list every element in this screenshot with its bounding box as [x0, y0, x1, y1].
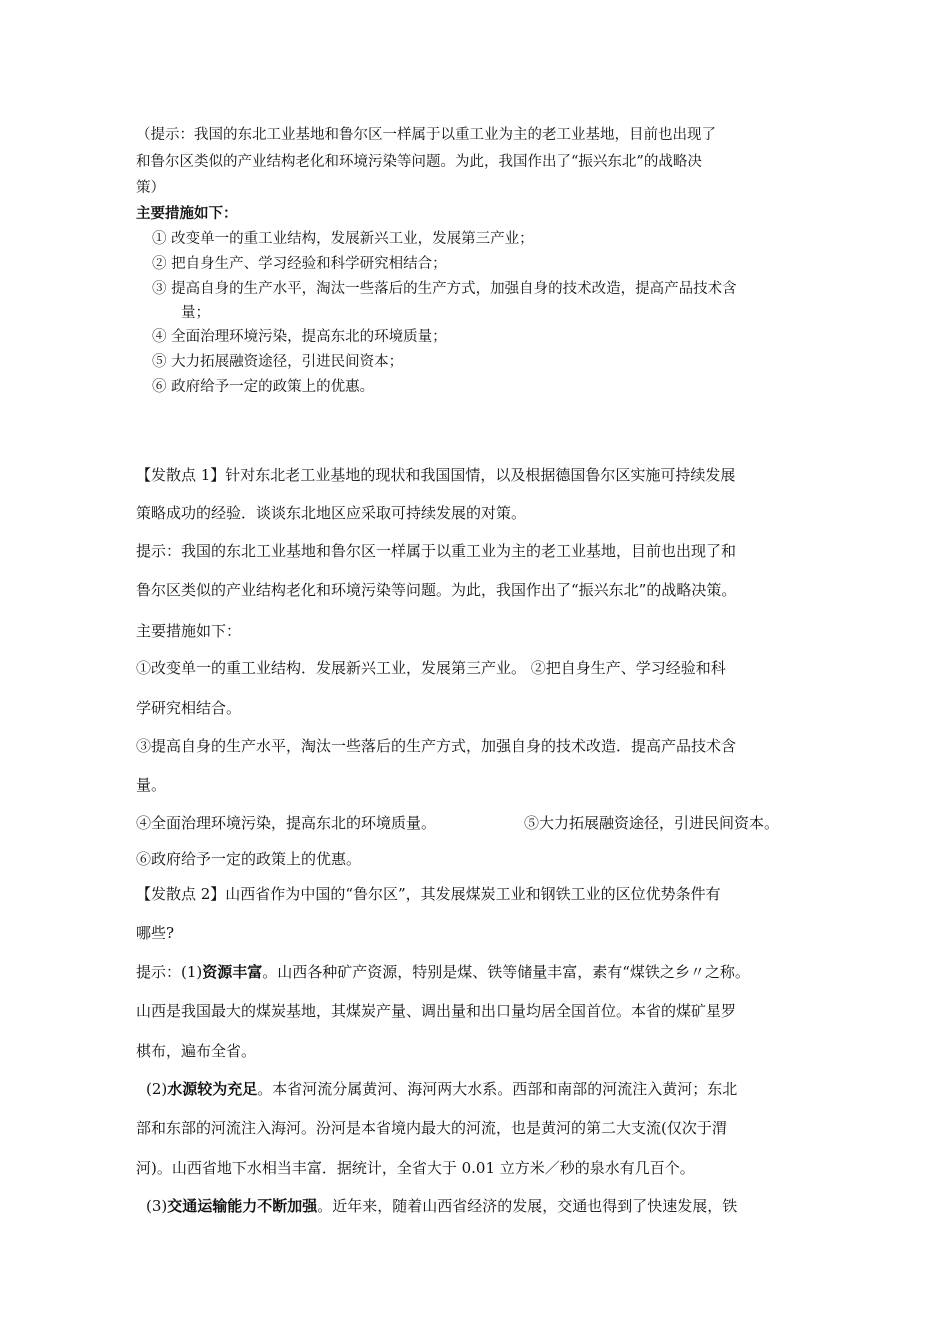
paragraph-line: 哪些?: [136, 924, 175, 942]
measure-item: ③ 提高自身的生产水平，淘汰一些落后的生产方式，加强自身的技术改造，提高产品技术含: [152, 281, 737, 297]
text-run: (3): [146, 1197, 168, 1215]
measure-item: ④ 全面治理环境污染，提高东北的环境质量；: [152, 329, 447, 345]
paragraph-line: [146, 1195, 737, 1217]
point2-heading: 【发散点 2】山西省作为中国的“鲁尔区”，其发展煤炭工业和钢铁工业的区位优势条件有: [136, 885, 721, 903]
paragraph-line: 鲁尔区类似的产业结构老化和环境污染等问题。为此，我国作出了“振兴东北”的战略决策。: [136, 581, 737, 599]
paragraph-line: 量。: [136, 776, 167, 794]
paragraph-line: [136, 961, 750, 983]
measure-item: ① 改变单一的重工业结构，发展新兴工业，发展第三产业；: [152, 231, 534, 247]
hint-line: 策）: [136, 180, 165, 196]
text-run: 提示：(1): [136, 963, 203, 981]
hint-line: （提示：我国的东北工业基地和鲁尔区一样属于以重工业为主的老工业基地，目前也出现了: [136, 127, 716, 143]
text-run: 。本省河流分属黄河、海河两大水系。西部和南部的河流注入黄河；东北: [257, 1080, 738, 1098]
text-run: (2): [146, 1080, 168, 1098]
paragraph-line: 提示：我国的东北工业基地和鲁尔区一样属于以重工业为主的老工业基地，目前也出现了和: [136, 542, 737, 560]
keyword: 交通运输能力不断加强: [167, 1197, 318, 1215]
paragraph-line: ④全面治理环境污染，提高东北的环境质量。: [136, 814, 437, 832]
paragraph-line: ①改变单一的重工业结构．发展新兴工业，发展第三产业。 ②把自身生产、学习经验和科: [136, 659, 726, 677]
text-run: 。山西各种矿产资源，特别是煤、铁等储量丰富，素有“煤铁之乡〃之称。: [262, 963, 750, 981]
paragraph-line: 部和东部的河流注入海河。汾河是本省境内最大的河流，也是黄河的第二大支流(仅次于渭: [136, 1119, 727, 1137]
paragraph-line: 主要措施如下：: [136, 622, 242, 640]
paragraph-line: ③提高自身的生产水平，淘汰一些落后的生产方式，加强自身的技术改造．提高产品技术含: [136, 737, 737, 755]
paragraph-line: 山西是我国最大的煤炭基地，其煤炭产量、调出量和出口量均居全国首位。本省的煤矿星罗: [136, 1002, 737, 1020]
paragraph-line: [146, 1078, 737, 1100]
paragraph-line: 学研究相结合。: [136, 699, 242, 717]
measure-item-continuation: 量；: [181, 305, 210, 321]
keyword: 水源较为充足: [167, 1080, 258, 1098]
paragraph-line: 策略成功的经验．谈谈东北地区应采取可持续发展的对策。: [136, 504, 527, 522]
keyword: 资源丰富: [202, 963, 263, 981]
measures-title: 主要措施如下：: [136, 206, 238, 222]
measure-item: ⑤ 大力拓展融资途径，引进民间资本；: [152, 354, 404, 370]
hint-line: 和鲁尔区类似的产业结构老化和环境污染等问题。为此，我国作出了“振兴东北”的战略决: [136, 154, 702, 170]
paragraph-line: ⑥政府给予一定的政策上的优惠。: [136, 850, 362, 868]
measure-item: ⑥ 政府给予一定的政策上的优惠。: [152, 379, 375, 395]
paragraph-line: ⑤大力拓展融资途径，引进民间资本。: [524, 814, 780, 832]
measure-item: ② 把自身生产、学习经验和科学研究相结合；: [152, 256, 447, 272]
paragraph-line: 棋布，遍布全省。: [136, 1042, 257, 1060]
point1-heading: 【发散点 1】针对东北老工业基地的现状和我国国情，以及根据德国鲁尔区实施可持续发展: [136, 466, 736, 484]
text-run: 。近年来，随着山西省经济的发展，交通也得到了快速发展，铁: [317, 1197, 738, 1215]
paragraph-line: 河)。山西省地下水相当丰富．据统计，全省大于 0.01 立方米／秒的泉水有几百个。: [136, 1159, 695, 1177]
